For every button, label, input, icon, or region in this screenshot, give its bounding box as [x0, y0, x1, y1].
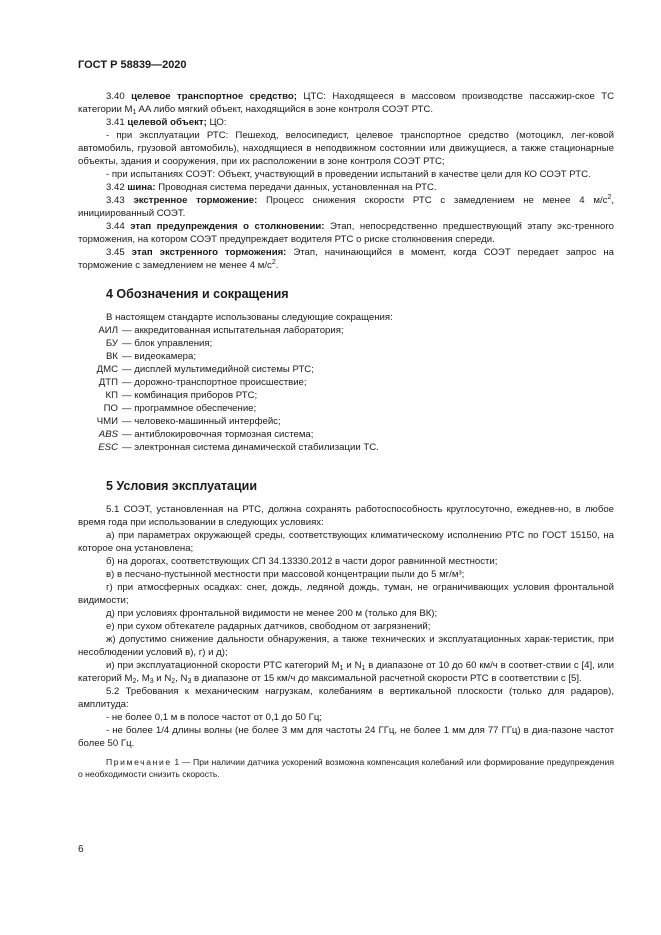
- def-text: ЦО:: [206, 117, 227, 128]
- abbreviation-item: ПО — программное обеспечение;: [103, 403, 257, 414]
- page-number: 6: [78, 844, 84, 855]
- definition-3-45: [78, 246, 614, 272]
- vibration-item: - не более 0,1 м в полосе частот от 0,1 до 50 Гц;: [106, 712, 322, 723]
- def-text: Этап, начинающийся в момент, когда СОЭТ передает запрос на торможение с замедлением не менее 4 м/с: [78, 247, 614, 271]
- def-341-item-testing: - при испытаниях СОЭТ: Объект, участвующий в проведении испытаний в качестве цели для КО СОЭТ РТС.: [106, 169, 591, 180]
- clause-5-1: 5.1 СОЭТ, установленная на РТС, должна сохранять работоспособность круглосуточно, ежеднев-но, в любое время года при использовании в следующих условиях:: [78, 504, 614, 528]
- def-term: шина:: [127, 182, 156, 193]
- condition-item: в) в песчано-пустынной местности при массовой концентрации пыли до 5 мг/м³;: [106, 569, 465, 580]
- note-text: 1 — При наличии датчика ускорений возможна компенсация колебаний или формирование предупреждения о необходимости снизить скорость.: [78, 757, 614, 779]
- abbreviation-item: ДМС — дисплей мультимедийной системы РТС;: [96, 364, 314, 375]
- abbreviation-list: [78, 324, 614, 454]
- note-label: Примечание: [106, 757, 172, 767]
- def-number: 3.43: [106, 195, 125, 206]
- definition-3-43: [78, 194, 614, 220]
- abbreviation-item: АИЛ — аккредитованная испытательная лаборатория;: [98, 325, 344, 336]
- def-term: этап экстренного торможения:: [131, 247, 287, 258]
- def-term: целевое транспортное средство;: [131, 91, 297, 102]
- def-number: 3.40: [106, 91, 125, 102]
- condition-item: ж) допустимо снижение дальности обнаружения, а также технических и эксплуатационных харак-теристик, при несоблюдении условий в), г) и д);: [78, 634, 614, 658]
- def-number: 3.41: [106, 117, 125, 128]
- def-text: ЦТС: Находящееся в массовом производстве пассажир-ское ТС категории M: [78, 91, 614, 115]
- def-text-tail: AA либо мягкий объект, находящийся в зоне контроля СОЭТ РТС.: [136, 104, 434, 115]
- section-4-intro: В настоящем стандарте использованы следующие сокращения:: [106, 312, 393, 323]
- abbreviation-item: КП — комбинация приборов РТС;: [105, 390, 258, 401]
- abbreviation-item: ABS — антиблокировочная тормозная система;: [98, 429, 314, 440]
- def-text-tail: , инициированный СОЭТ.: [78, 195, 614, 219]
- definition-3-42: [78, 181, 614, 194]
- abbreviation-item: ВК — видеокамера;: [106, 351, 196, 362]
- def-text: Проводная система передачи данных, установленная на РТС.: [155, 182, 437, 193]
- page-body: [78, 90, 614, 780]
- abbreviation-item: БУ — блок управления;: [105, 338, 213, 349]
- standard-header: ГОСТ Р 58839—2020: [78, 59, 187, 71]
- def-term: целевой объект;: [127, 117, 207, 128]
- definition-3-41: [78, 116, 614, 129]
- condition-item: а) при параметрах окружающей среды, соответствующих климатическому исполнению РТС по ГОСТ 15150, на которое она установлена;: [78, 530, 614, 554]
- def-text: Процесс снижения скорости РТС с замедлением не менее 4 м/с: [257, 195, 608, 206]
- def-term: этап предупреждения о столкновении:: [130, 221, 325, 232]
- condition-item: д) при условиях фронтальной видимости не менее 200 м (только для ВК);: [106, 608, 438, 619]
- definition-3-40: [78, 90, 614, 116]
- abbreviation-item: ESC — электронная система динамической стабилизации ТС.: [98, 442, 379, 453]
- def-term: экстренное торможение:: [133, 195, 258, 206]
- def-number: 3.42: [106, 182, 125, 193]
- definition-3-44: [78, 220, 614, 246]
- def-subscript: 1: [132, 109, 137, 116]
- abbreviation-item: ДТП — дорожно-транспортное происшествие;: [98, 377, 307, 388]
- def-superscript: 2: [271, 259, 276, 266]
- condition-item: е) при сухом обтекателе радарных датчиков, свободном от загрязнений;: [106, 621, 431, 632]
- abbreviation-item: ЧМИ — человеко-машинный интерфейс;: [96, 416, 281, 427]
- vibration-item: - не более 1/4 длины волны (не более 3 мм для частоты 24 ГГц, не более 1 мм для 77 ГГц) в диа-пазоне частот более 50 Гц.: [78, 725, 614, 749]
- def-superscript: 2: [607, 194, 612, 201]
- def-text-tail: .: [275, 260, 279, 271]
- condition-item: г) при атмосферных осадках: снег, дождь, ледяной дождь, туман, не ограничивающих условия фронтальной видимости;: [78, 582, 614, 606]
- section-5-title: 5 Условия эксплуатации: [106, 479, 258, 493]
- def-number: 3.45: [106, 247, 125, 258]
- def-text: Этап, непосредственно предшествующий этапу экс-тренного торможения, на котором СОЭТ предупреждает водителя РТС о риске столкновения спереди.: [78, 221, 614, 245]
- condition-item-speed: и) при эксплуатационной скорости РТС категорий $M_1$ и $N_1$ в диапазоне от 10 до 60 км/ч в соответ-ствии с [4], или категорий $M_2$, $M_3$ и $N_2$, $N_3$ в диапазоне от 15 км/ч до максимальной расчетной скорости РТС в соответствии с [5].: [78, 660, 614, 685]
- condition-item: б) на дорогах, соответствующих СП 34.13330.2012 в части дорог равнинной местности;: [106, 556, 498, 567]
- note: [78, 756, 614, 780]
- clause-5-2: 5.2 Требования к механическим нагрузкам, колебаниям в вертикальной плоскости (только для радаров), амплитуда:: [78, 686, 614, 710]
- def-number: 3.44: [106, 221, 125, 232]
- section-4-title: 4 Обозначения и сокращения: [106, 287, 289, 301]
- def-341-item-operation: - при эксплуатации РТС: Пешеход, велосипедист, целевое транспортное средство (мотоцикл, лег-ковой автомобиль, грузовой автомобиль), находящиеся в неподвижном состоянии или движущиеся, а также стационарные объекты, здания и сооружения, при их расположении в зоне контроля СОЭТ РТС;: [78, 130, 614, 167]
